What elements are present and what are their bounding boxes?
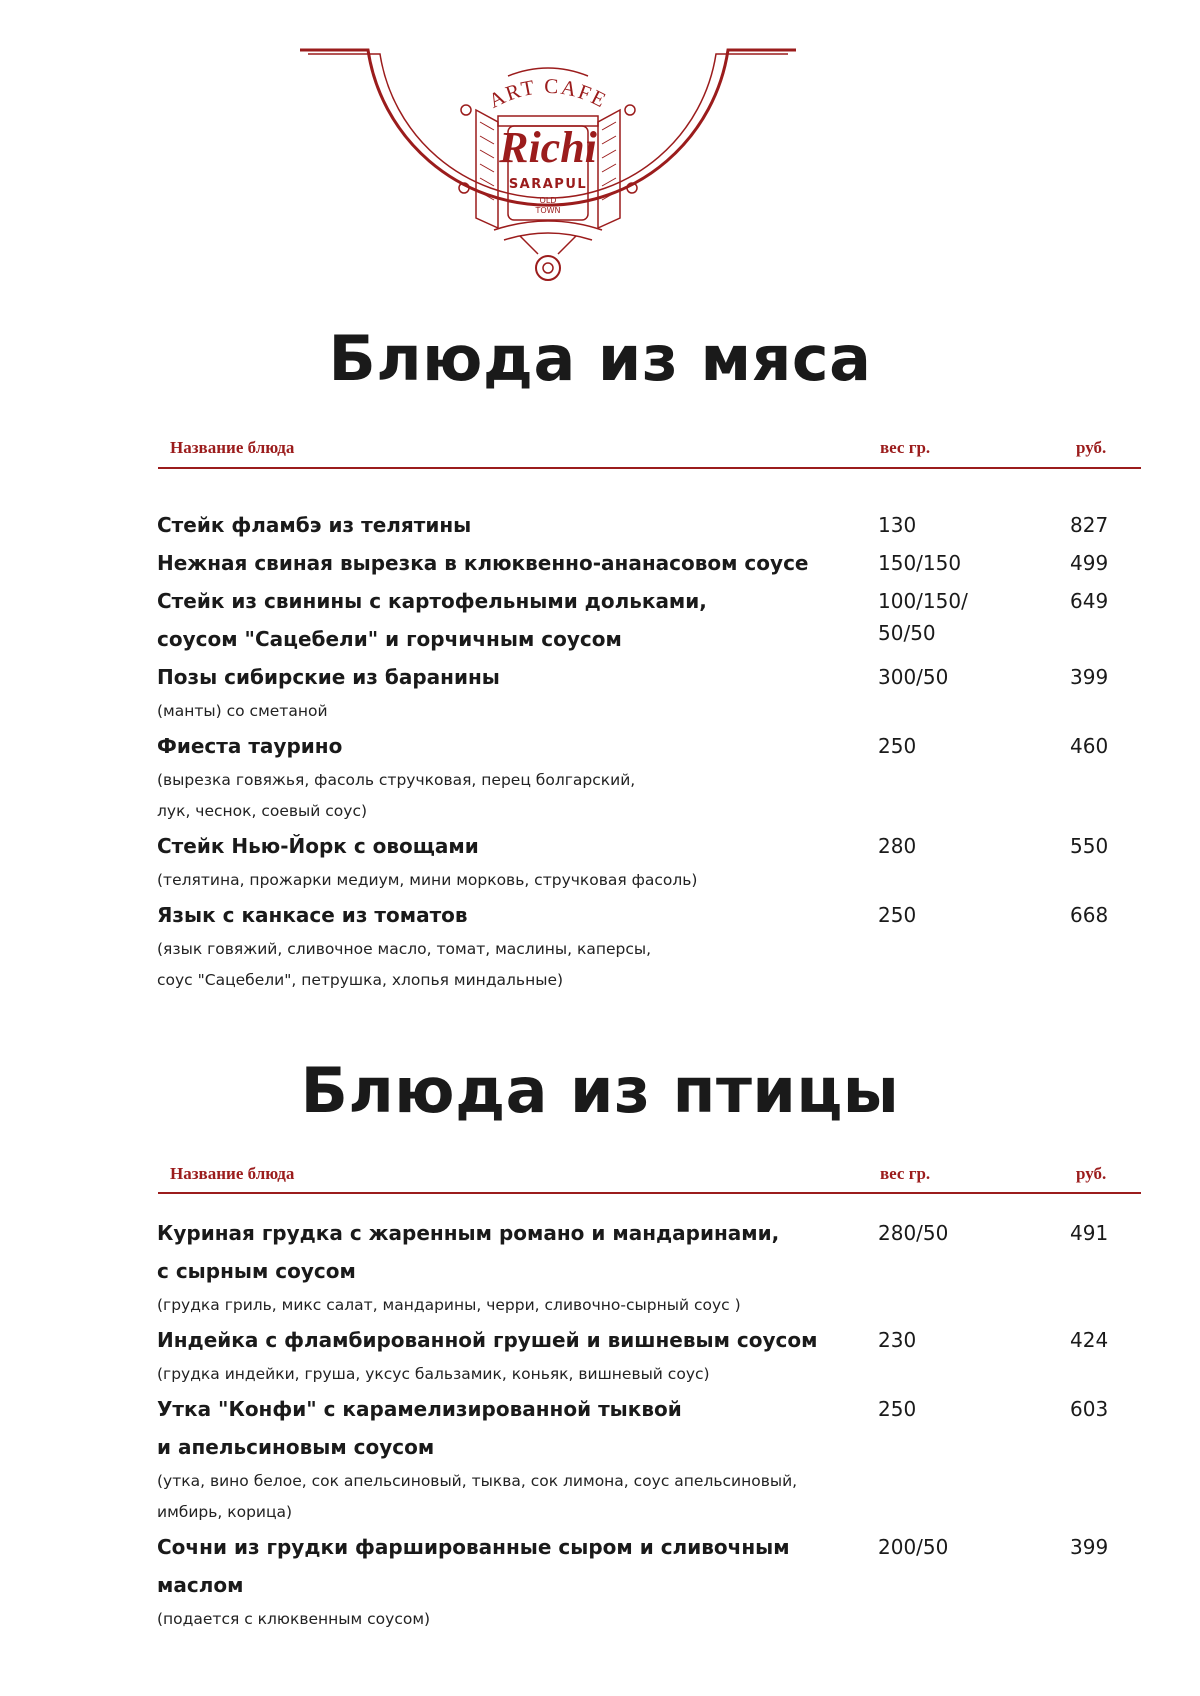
dish-name: Фиеста таурино: [157, 734, 343, 758]
menu-item: [157, 1214, 1117, 1321]
menu-item: [157, 582, 1117, 658]
dish-weight: 130: [878, 513, 917, 537]
logo-art-cafe: ART CAFE: [484, 73, 612, 113]
menu-item: [157, 1390, 1117, 1528]
dish-description: (манты) со сметаной: [157, 702, 328, 720]
column-header-name: Название блюда: [170, 438, 295, 457]
logo-old: OLD: [539, 196, 557, 205]
logo-name: Richi: [499, 123, 597, 172]
dish-name: Стейк фламбэ из телятины: [157, 513, 472, 537]
menu-item: [157, 544, 1117, 582]
dish-price: 460: [1070, 734, 1109, 758]
column-header-price: руб.: [1076, 1164, 1107, 1183]
menu-item: [157, 1321, 1117, 1390]
column-header-price: руб.: [1076, 438, 1107, 457]
dish-name: Позы сибирские из баранины: [157, 665, 500, 689]
menu-list-poultry: [157, 1214, 1117, 1635]
dish-price: 491: [1070, 1221, 1109, 1245]
dish-name: Стейк Нью-Йорк с овощами: [157, 834, 479, 858]
dish-description: (вырезка говяжья, фасоль стручковая, перец болгарский,: [157, 771, 636, 789]
dish-name: Куриная грудка с жаренным романо и мандаринами,: [157, 1221, 780, 1245]
dish-name: Стейк из свинины с картофельными дольками,: [157, 589, 707, 613]
menu-item: [157, 727, 1117, 827]
dish-description: (утка, вино белое, сок апельсиновый, тыква, сок лимона, соус апельсиновый,: [157, 1472, 798, 1490]
dish-weight: 250: [878, 1397, 917, 1421]
dish-price: 499: [1070, 551, 1109, 575]
dish-weight: 250: [878, 903, 917, 927]
dish-description: соус "Сацебели", петрушка, хлопья миндальные): [157, 971, 564, 989]
dish-weight: 300/50: [878, 665, 949, 689]
menu-list-meat: [157, 506, 1117, 996]
dish-name: соусом "Сацебели" и горчичным соусом: [157, 627, 622, 651]
header-divider: [158, 467, 1141, 469]
dish-price: 399: [1070, 665, 1109, 689]
column-header-weight: вес гр.: [880, 438, 931, 457]
menu-item: [157, 658, 1117, 727]
dish-description: (грудка гриль, микс салат, мандарины, черри, сливочно-сырный соус ): [157, 1296, 741, 1314]
dish-name: с сырным соусом: [157, 1259, 356, 1283]
logo-city: SARAPUL: [508, 177, 588, 192]
dish-name: Сочни из грудки фаршированные сыром и сливочным маслом: [157, 1535, 790, 1597]
svg-text:ART CAFE: [485, 74, 612, 113]
column-header-weight: вес гр.: [880, 1164, 931, 1183]
cafe-logo: [298, 40, 798, 300]
dish-description: (подается с клюквенным соусом): [157, 1610, 431, 1628]
menu-item: [157, 827, 1117, 896]
dish-weight: 280/50: [878, 1221, 949, 1245]
dish-weight: 250: [878, 734, 917, 758]
dish-description: лук, чеснок, соевый соус): [157, 802, 368, 820]
dish-name: Язык с канкасе из томатов: [157, 903, 468, 927]
menu-item: [157, 506, 1117, 544]
dish-description: (телятина, прожарки медиум, мини морковь, стручковая фасоль): [157, 871, 698, 889]
menu-item: [157, 896, 1117, 996]
dish-price: 827: [1070, 513, 1109, 537]
dish-description: (грудка индейки, груша, уксус бальзамик, коньяк, вишневый соус): [157, 1365, 710, 1383]
section-title-poultry: Блюда из птицы: [300, 1054, 900, 1127]
dish-description: (язык говяжий, сливочное масло, томат, маслины, каперсы,: [157, 940, 652, 958]
dish-name: Утка "Конфи" с карамелизированной тыквой: [157, 1397, 682, 1421]
dish-name: Индейка с фламбированной грушей и вишневым соусом: [157, 1328, 818, 1352]
column-header-name: Название блюда: [170, 1164, 295, 1183]
dish-price: 550: [1070, 834, 1109, 858]
dish-price: 649: [1070, 589, 1109, 613]
dish-weight: 280: [878, 834, 917, 858]
dish-name: Нежная свиная вырезка в клюквенно-ананасовом соусе: [157, 551, 809, 575]
logo-town: TOWN: [535, 206, 561, 215]
dish-description: имбирь, корица): [157, 1503, 293, 1521]
dish-price: 424: [1070, 1328, 1109, 1352]
menu-item: [157, 1528, 1117, 1635]
section-title-meat: Блюда из мяса: [328, 322, 872, 395]
dish-weight: 100/150/ 50/50: [878, 589, 968, 645]
dish-price: 399: [1070, 1535, 1109, 1559]
dish-price: 603: [1070, 1397, 1109, 1421]
dish-weight: 230: [878, 1328, 917, 1352]
dish-name: и апельсиновым соусом: [157, 1435, 435, 1459]
dish-weight: 200/50: [878, 1535, 949, 1559]
dish-weight: 150/150: [878, 551, 962, 575]
header-divider: [158, 1192, 1141, 1194]
dish-price: 668: [1070, 903, 1109, 927]
